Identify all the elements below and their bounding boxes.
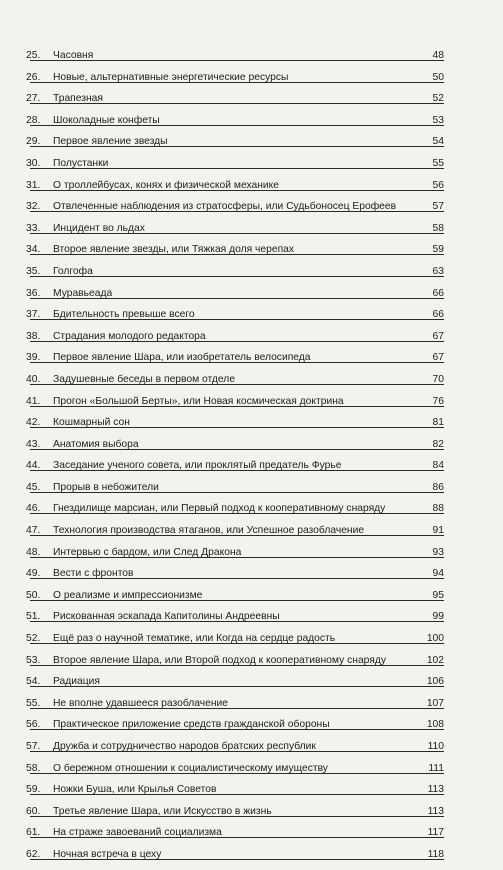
entry-page: 70 — [432, 373, 444, 385]
entry-number: 45. — [26, 481, 41, 493]
entry-page: 55 — [432, 157, 444, 169]
entry-title: Голгофа — [53, 265, 93, 277]
entry-number: 46. — [26, 503, 41, 515]
entry-title: Часовня — [53, 50, 94, 61]
entry-page: 81 — [432, 417, 444, 429]
entry-title: Анатомия выбора — [53, 438, 139, 450]
entry-page: 66 — [432, 309, 444, 321]
toc-entry — [0, 373, 503, 395]
entry-title: Второе явление звезды, или Тяжкая доля черепах — [53, 244, 295, 256]
entry-title: Ночная встреча в цеху — [53, 848, 162, 860]
toc-entry — [0, 416, 503, 438]
entry-page: 113 — [427, 784, 444, 796]
entry-number: 47. — [26, 525, 41, 537]
entry-number: 33. — [26, 222, 41, 234]
entry-title: Рискованная эскапада Капитолины Андреевны — [53, 611, 280, 623]
entry-number: 34. — [26, 244, 41, 256]
entry-page: 113 — [427, 805, 444, 817]
entry-page: 108 — [426, 719, 444, 731]
entry-title: Новые, альтернативные энергетические ресурсы — [53, 71, 289, 83]
entry-title: Инцидент во льдах — [53, 222, 145, 234]
entry-number: 27. — [26, 93, 41, 105]
entry-title: Радиация — [53, 676, 100, 688]
entry-title: Первое явление Шара, или изобретатель велосипеда — [53, 352, 311, 364]
entry-page: 88 — [432, 503, 444, 515]
entry-title: Технология производства ятаганов, или Успешное разоблачение — [53, 525, 365, 537]
entry-number: 61. — [26, 827, 41, 839]
entry-number: 62. — [26, 848, 41, 860]
toc-entry — [0, 49, 503, 71]
entry-number: 28. — [26, 114, 41, 126]
entry-number: 51. — [26, 611, 41, 623]
entry-number: 43. — [26, 438, 41, 450]
entry-title: Трапезная — [53, 93, 103, 105]
toc-entry — [0, 308, 503, 330]
entry-title: О троллейбусах, конях и физической механике — [53, 179, 280, 191]
entry-number: 41. — [26, 395, 41, 407]
entry-page: 84 — [432, 460, 444, 472]
toc-entry — [0, 762, 503, 784]
entry-number: 37. — [26, 309, 41, 321]
entry-title: Первое явление звезды — [53, 136, 168, 148]
entry-number: 53. — [26, 654, 41, 666]
toc-entry — [0, 848, 503, 870]
toc-entry — [0, 92, 503, 114]
toc-entry — [0, 805, 503, 827]
entry-number: 56. — [26, 719, 41, 731]
entry-number: 42. — [26, 417, 41, 429]
entry-number: 39. — [26, 352, 41, 364]
entry-page: 57 — [432, 201, 444, 213]
entry-title: Кошмарный сон — [53, 417, 130, 429]
entry-page: 82 — [432, 438, 444, 450]
entry-title: Страдания молодого редактора — [53, 330, 206, 342]
toc-entry — [0, 783, 503, 805]
entry-page: 76 — [432, 395, 444, 407]
entry-page: 66 — [432, 287, 444, 299]
toc-entry — [0, 610, 503, 632]
entry-number: 38. — [26, 330, 41, 342]
entry-page: 117 — [427, 827, 444, 839]
entry-page: 91 — [432, 525, 444, 537]
toc-entry — [0, 675, 503, 697]
entry-title: Муравьеада — [53, 287, 113, 299]
toc-entry — [0, 740, 503, 762]
table-of-contents — [0, 49, 503, 870]
entry-title: Прорыв в небожители — [53, 481, 159, 493]
entry-page: 50 — [432, 71, 444, 83]
toc-entry — [0, 395, 503, 417]
entry-title: Ещё раз о научной тематике, или Когда на сердце радость — [53, 633, 336, 645]
entry-page: 111 — [428, 762, 444, 774]
toc-entry — [0, 438, 503, 460]
entry-title: Практическое приложение средств гражданской обороны — [53, 719, 330, 731]
entry-number: 25. — [26, 50, 41, 61]
toc-entry — [0, 135, 503, 157]
entry-number: 29. — [26, 136, 41, 148]
entry-number: 31. — [26, 179, 41, 191]
entry-title: О бережном отношении к социалистическому имуществу — [53, 762, 328, 774]
entry-title: Полустанки — [53, 157, 109, 169]
entry-number: 59. — [26, 784, 41, 796]
toc-entry — [0, 200, 503, 222]
toc-entry — [0, 222, 503, 244]
entry-number: 36. — [26, 287, 41, 299]
toc-entry — [0, 718, 503, 740]
entry-page: 86 — [432, 481, 444, 493]
entry-number: 44. — [26, 460, 41, 472]
toc-entry — [0, 502, 503, 524]
entry-number: 50. — [26, 589, 41, 601]
entry-title: О реализме и импрессионизме — [53, 589, 203, 601]
entry-title: Дружба и сотрудничество народов братских республик — [53, 741, 316, 752]
entry-number: 40. — [26, 373, 41, 385]
toc-entry — [0, 481, 503, 503]
entry-title: Ножки Буша, или Крылья Советов — [53, 784, 217, 796]
entry-page: 48 — [432, 50, 444, 61]
toc-entry — [0, 330, 503, 352]
entry-title: Прогон «Большой Берты», или Новая космическая доктрина — [53, 395, 344, 407]
entry-page: 102 — [426, 654, 444, 666]
toc-entry — [0, 567, 503, 589]
entry-page: 94 — [432, 568, 444, 580]
entry-title: Гнездилище марсиан, или Первый подход к кооперативному снаряду — [53, 503, 386, 515]
entry-number: 54. — [26, 676, 41, 688]
entry-page: 58 — [432, 222, 444, 234]
entry-page: 67 — [432, 352, 444, 364]
entry-page: 93 — [432, 546, 444, 558]
entry-page: 63 — [432, 265, 444, 277]
entry-number: 49. — [26, 568, 41, 580]
toc-entry — [0, 546, 503, 568]
entry-title: На страже завоеваний социализма — [53, 827, 222, 839]
entry-page: 52 — [432, 93, 444, 105]
entry-page: 54 — [432, 136, 444, 148]
toc-entry — [0, 654, 503, 676]
entry-page: 53 — [432, 114, 444, 126]
toc-entry — [0, 71, 503, 93]
entry-number: 30. — [26, 157, 41, 169]
entry-number: 60. — [26, 805, 41, 817]
entry-page: 110 — [427, 741, 444, 752]
entry-page: 100 — [426, 633, 444, 645]
entry-title: Задушевные беседы в первом отделе — [53, 373, 236, 385]
toc-entry — [0, 243, 503, 265]
toc-entry — [0, 114, 503, 136]
toc-entry — [0, 697, 503, 719]
entry-title: Не вполне удавшееся разоблачение — [53, 697, 229, 709]
toc-entry — [0, 826, 503, 848]
entry-page: 56 — [432, 179, 444, 191]
entry-page: 118 — [427, 848, 444, 860]
entry-number: 58. — [26, 762, 41, 774]
entry-page: 99 — [432, 611, 444, 623]
entry-title: Интервью с бардом, или След Дракона — [53, 546, 242, 558]
entry-title: Заседание ученого совета, или проклятый предатель Фурье — [53, 460, 342, 472]
entry-title: Третье явление Шара, или Искусство в жизнь — [53, 805, 272, 817]
entry-page: 59 — [432, 244, 444, 256]
toc-entry — [0, 459, 503, 481]
toc-entry — [0, 351, 503, 373]
entry-number: 32. — [26, 201, 41, 213]
toc-entry — [0, 265, 503, 287]
entry-title: Бдительность превыше всего — [53, 309, 195, 321]
entry-page: 67 — [432, 330, 444, 342]
entry-number: 55. — [26, 697, 41, 709]
entry-page: 106 — [426, 676, 444, 688]
toc-entry — [0, 632, 503, 654]
toc-entry — [0, 287, 503, 309]
toc-entry — [0, 589, 503, 611]
entry-number: 52. — [26, 633, 41, 645]
entry-page: 107 — [426, 697, 444, 709]
entry-number: 26. — [26, 71, 41, 83]
entry-number: 35. — [26, 265, 41, 277]
entry-title: Второе явление Шара, или Второй подход к кооперативному снаряду — [53, 654, 387, 666]
entry-title: Шоколадные конфеты — [53, 114, 160, 126]
entry-title: Отвлеченные наблюдения из стратосферы, или Судьбоносец Ерофеев — [53, 201, 397, 213]
toc-entry — [0, 179, 503, 201]
entry-number: 48. — [26, 546, 41, 558]
entry-title: Вести с фронтов — [53, 568, 134, 580]
toc-entry — [0, 157, 503, 179]
toc-entry — [0, 524, 503, 546]
entry-page: 95 — [432, 589, 444, 601]
entry-number: 57. — [26, 741, 41, 752]
